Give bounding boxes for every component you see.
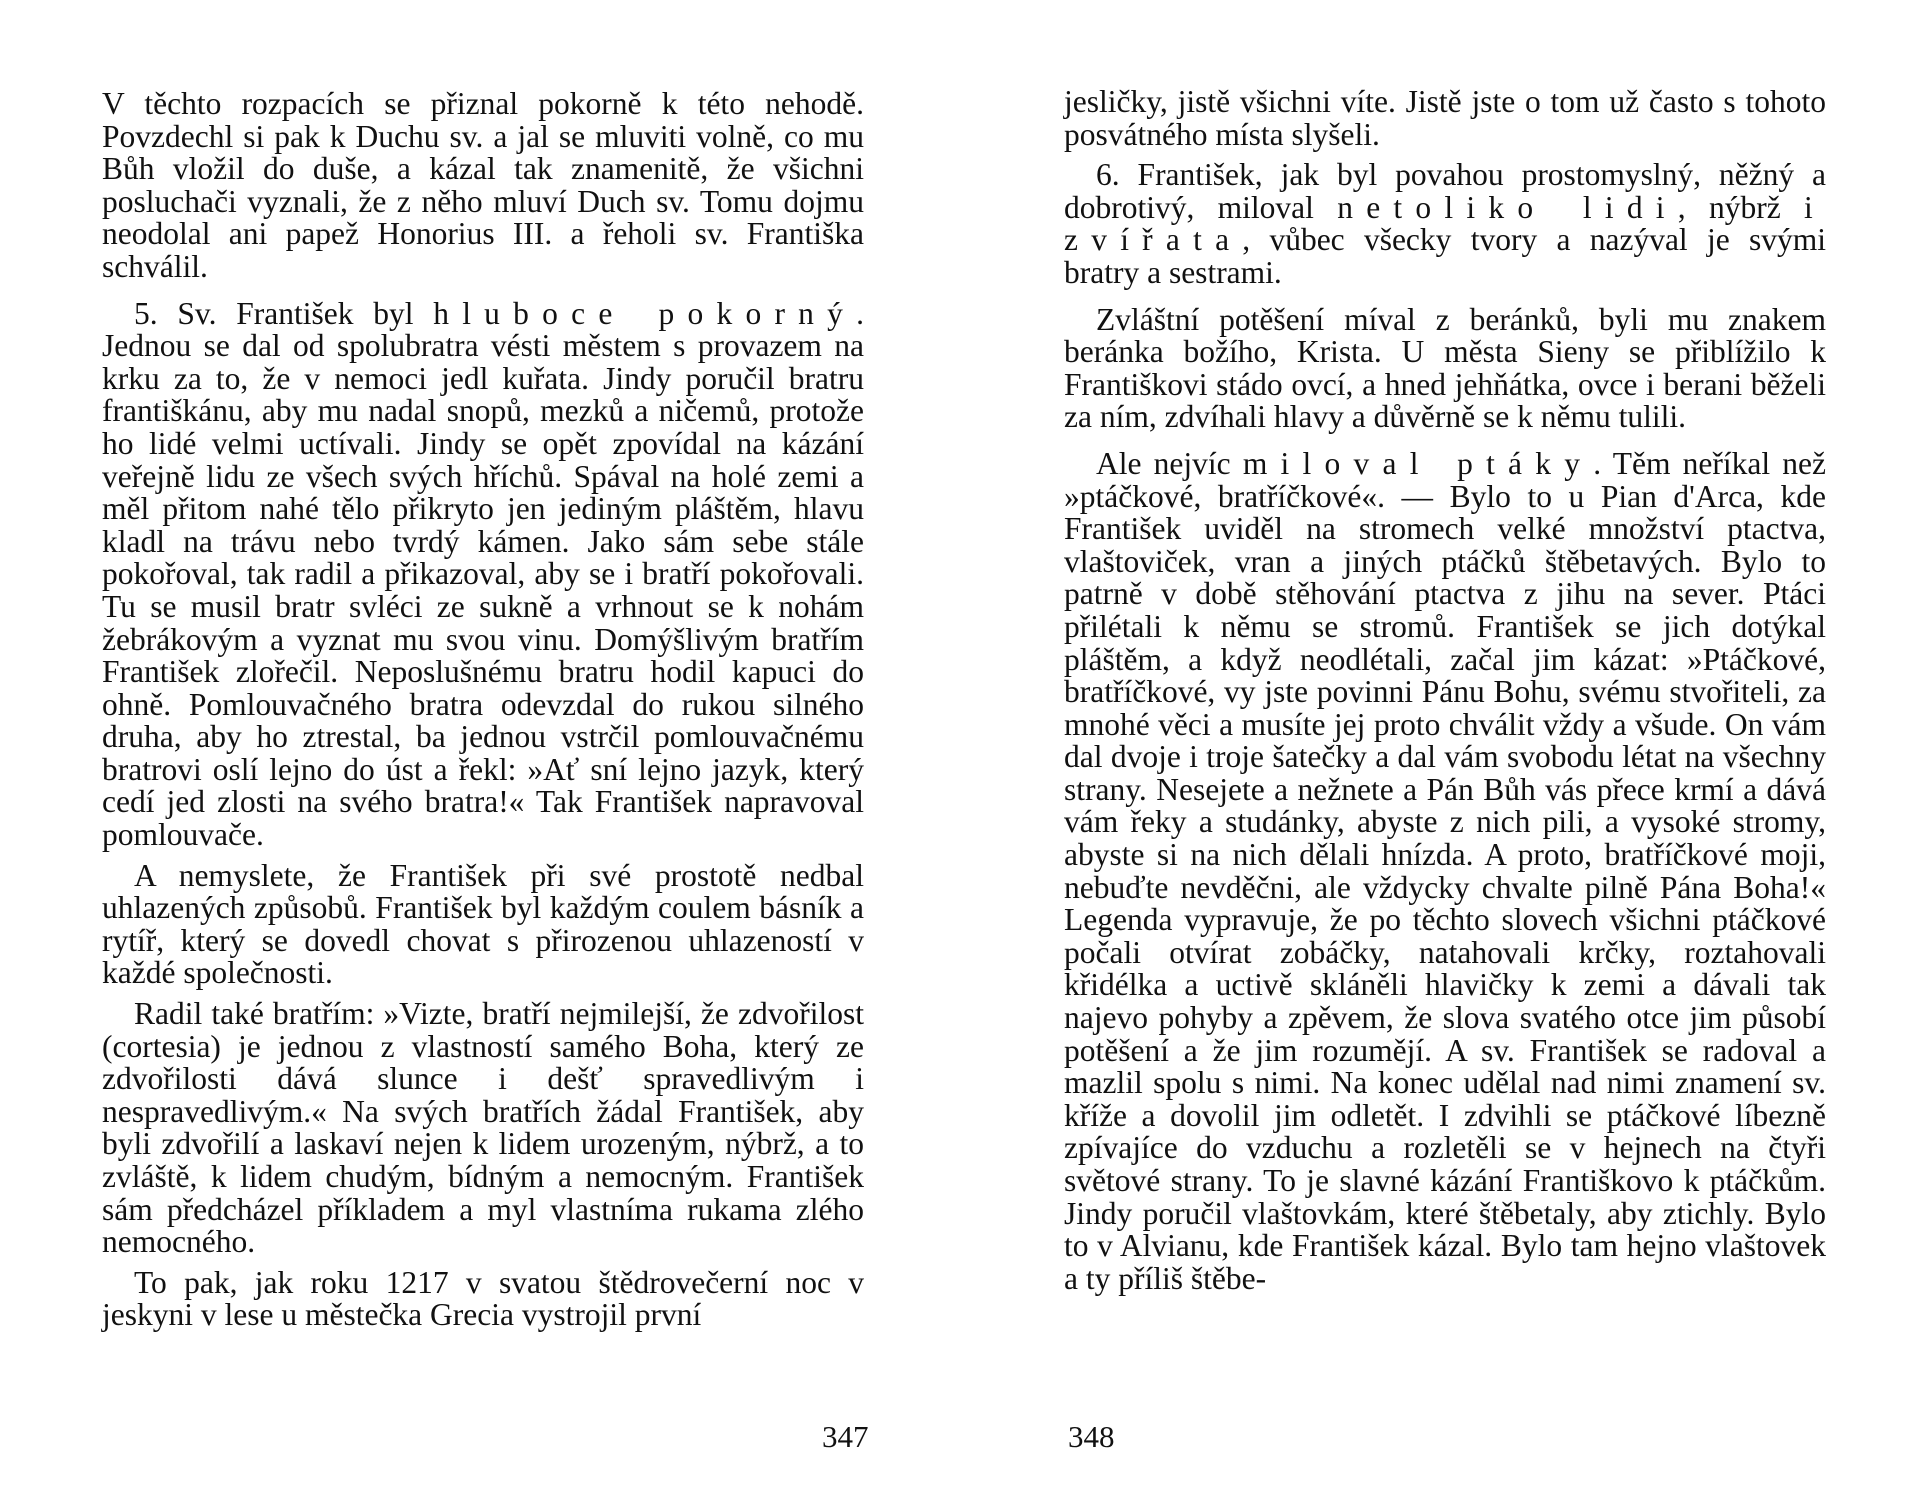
page-number: 348 — [1068, 1419, 1115, 1454]
paragraph — [1064, 159, 1826, 289]
paragraph — [1064, 445, 1826, 1296]
paragraph-suffix: . Jednou se dal od spolubratra vésti městem s provazem na krku za to, že v nemoci jedl kuřata. Jindy poručil bratru františkánu, aby mu nadal snopů, mezků a ničemů, protože ho lidé velmi uctívali. Jindy se opět zpovídal na kázání veřejně lidu ze všech svých hříchů. Spával na holé zemi a měl přitom nahé tělo přikryto jen jediným pláštěm, hlavu kladl na trávu nebo tvrdý kámen. Jako sám sebe stále pokořoval, tak radil a přikazoval, aby se i bratří pokořovali. Tu se musil bratr svléci ze sukně a vrhnout se k nohám žebrákovým a vyznat mu svou vinu. Domýšlivým bratřím František zlořečil. Neposlušnému bratru hodil kapuci do ohně. Pomlouvačného bratra odevzdal do rukou silného druha, aby ho ztrestal, ba jednou vstrčil pomlouvačnému bratrovi oslí lejno do úst a řekl: »Ať sní lejno jazyk, který cedí jed zlosti na svého bratra!« Tak František napravoval pomlouvače. — [102, 295, 864, 853]
paragraph: Zvláštní potěšení míval z beránků, byli mu znakem beránka božího, Krista. U města Sieny se přiblížilo k Františkovi stádo ovcí, a hned jehňátka, ovce i berani běželi za ním, zdvíhali hlavy a důvěrně se k němu tulili. — [1064, 301, 1826, 435]
right-page-text — [1064, 86, 1826, 1309]
paragraph-middle: , nýbrž — [1677, 189, 1805, 225]
paragraph-suffix: , vůbec všecky tvory a nazýval je svými bratry a sestrami. — [1064, 222, 1826, 290]
paragraph-suffix: . Těm neříkal než »ptáčkové, bratříčkové«. — Bylo to u Pian d'Arca, kde František uviděl na stromech velké množství ptactva, vlaštoviček, vran a jiných ptáčků štěbetavých. Bylo to patrně v době stěhování ptactva z jihu na sever. Ptáci přilétali k němu se stromů. František se jich dotýkal pláštěm, a když neodlétali, začal jim kázat: »Ptáčkové, bratříčkové, vy jste povinni Pánu Bohu, svému stvořiteli, za mnohé věci a musíte jej proto chválit vždy a všude. On vám dal dvoje i troje šatečky a dal vám svobodu létat na všechny strany. Nesejete a nežnete a Pán Bůh vás přece krmí a dává vám řeky a studánky, abyste z nich pili, a vysoké stromy, abyste si na nich dělali hnízda. A proto, bratříčkové moji, nebuďte nevděčni, ale vždycky chvalte pilně Pána Boha!« Legenda vypravuje, že po těchto slovech všichni ptáčkové počali otvírat zobáčky, natahovali krčky, roztahovali křidélka a uctivě skláněli hlavičky k zemi a dávali tak najevo pohyby a zpěvem, že slova svatého otce jim působí potěšení a že jim rozumějí. A sv. František se radoval a mazlil spolu s nimi. Na konec udělal nad nimi znamení sv. kříže a dovolil jim odletět. I zdvihli se ptáčkové líbezně zpívajíce do vzduchu a rozletěli se v hejnech na čtyři světové strany. To je slavné kázání Františkovo k ptáčkům. Jindy poručil vlaštovkám, které štěbetaly, aby ztichly. Bylo to v Alvianu, kde František kázal. Bylo tam hejno vlaštovek a ty příliš štěbe- — [1064, 445, 1826, 1296]
paragraph: A nemyslete, že František při své prostotě nedbal uhlazených způsobů. František byl každým coulem básník a rytíř, který se dovedl chovat s přirozenou uhlazeností v každé společnosti. — [102, 857, 864, 991]
emphasized-text: hluboce pokorný — [433, 295, 857, 331]
emphasized-text: i zvířata — [1064, 189, 1826, 258]
paragraph: V těchto rozpacích se přiznal pokorně k této nehodě. Povzdechl si pak k Duchu sv. a jal se mluviti volně, co mu Bůh vložil do duše, a kázal tak znamenitě, že všichni posluchači vyznali, že z něho mluví Duch sv. Tomu dojmu neodolal ani papež Honorius III. a řeholi sv. Františka schválil. — [102, 86, 864, 284]
paragraph: jesličky, jistě všichni víte. Jistě jste o tom už často s tohoto posvátného místa slyšeli. — [1064, 84, 1826, 152]
right-page — [960, 0, 1920, 1500]
paragraph — [102, 295, 864, 853]
paragraph: Radil také bratřím: »Vizte, bratří nejmilejší, že zdvořilost (cortesia) je jednou z vlastností samého Boha, který ze zdvořilosti dává slunce i dešť spravedlivým i nespravedlivým.« Na svých bratřích žádal František, aby byli zdvořilí a laskaví nejen k lidem urozeným, nýbrž, a to zvláště, k lidem chudým, bídným a nemocným. František sám předcházel příkladem a myl vlastníma rukama zlého nemocného. — [102, 996, 864, 1260]
paragraph-prefix: 5. Sv. František byl — [134, 295, 434, 331]
paragraph-prefix: 6. František, jak byl povahou prostomyslný, něžný a dobrotivý, miloval — [1064, 157, 1826, 225]
left-page-text — [102, 88, 864, 1340]
page-number: 347 — [822, 1419, 869, 1454]
paragraph-prefix: Ale nejvíc — [1096, 445, 1243, 481]
paragraph: To pak, jak roku 1217 v svatou štědrovečerní noc v jeskyni v lese u městečka Grecia vystrojil první — [102, 1264, 864, 1333]
emphasized-text: netoliko lidi — [1337, 189, 1678, 225]
emphasized-text: miloval ptáky — [1242, 445, 1594, 481]
